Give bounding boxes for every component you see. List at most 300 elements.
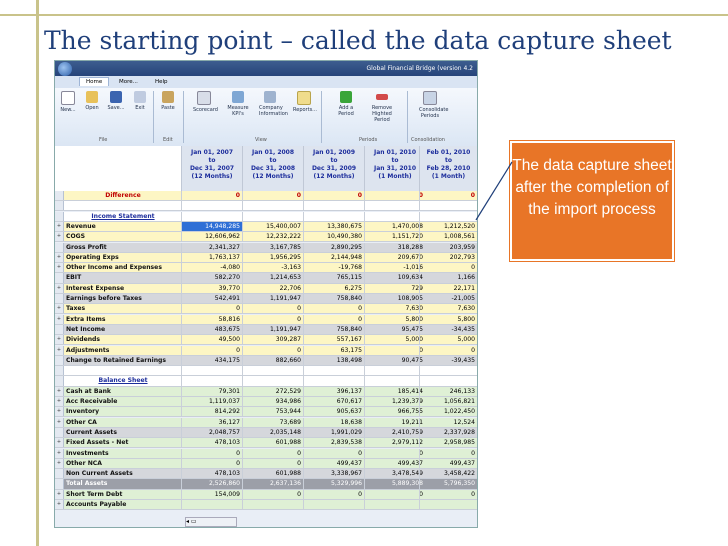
- table-row[interactable]: [55, 438, 477, 448]
- row-label: Non Current Assets: [66, 470, 133, 478]
- table-row[interactable]: [55, 273, 477, 283]
- app-title: Global Financial Bridge (version 4.2: [366, 65, 473, 72]
- cell[interactable]: 5,000: [364, 335, 425, 344]
- table-row[interactable]: [55, 201, 477, 211]
- period-l3: Dec 31, 2009: [311, 165, 357, 172]
- cell[interactable]: 2,979,112: [364, 438, 425, 447]
- cell[interactable]: 7,630: [364, 304, 425, 313]
- cell[interactable]: 1,763,137: [181, 253, 242, 262]
- cell[interactable]: [364, 376, 425, 385]
- cell[interactable]: 0: [303, 490, 364, 499]
- cell[interactable]: 0: [303, 315, 364, 324]
- cell[interactable]: 1,151,720: [364, 232, 425, 241]
- table-row[interactable]: [55, 243, 477, 253]
- row-expand-toggle[interactable]: +: [55, 449, 64, 458]
- cell[interactable]: 0: [364, 346, 425, 355]
- row-label: Accounts Payable: [66, 501, 127, 508]
- measure-kpis-button[interactable]: [227, 91, 249, 117]
- table-row[interactable]: [55, 449, 477, 459]
- row-expand-toggle[interactable]: [55, 191, 64, 200]
- cell[interactable]: 1,991,029: [303, 428, 364, 437]
- row-expand-toggle[interactable]: +: [55, 315, 64, 324]
- row-expand-toggle[interactable]: +: [55, 397, 64, 406]
- cell[interactable]: 0: [364, 490, 425, 499]
- cell[interactable]: 12,606,962: [181, 232, 242, 241]
- table-row[interactable]: [55, 407, 477, 417]
- cell[interactable]: 2,341,327: [181, 243, 242, 252]
- table-row[interactable]: [55, 325, 477, 335]
- table-row[interactable]: [55, 418, 477, 428]
- app-menu-orb-icon[interactable]: [58, 62, 72, 76]
- cell[interactable]: 19,211: [364, 418, 425, 427]
- row-expand-toggle[interactable]: [55, 469, 64, 478]
- cell[interactable]: 0: [419, 346, 477, 355]
- row-label: Earnings before Taxes: [66, 295, 142, 302]
- cell[interactable]: 95,475: [364, 325, 425, 334]
- cell[interactable]: 79,301: [181, 387, 242, 396]
- cell[interactable]: 0: [419, 263, 477, 272]
- period-l1: Jan 01, 2007: [190, 149, 234, 156]
- table-row[interactable]: [55, 469, 477, 479]
- cell[interactable]: 2,839,538: [303, 438, 364, 447]
- cell[interactable]: [242, 376, 303, 385]
- row-label: Income Statement: [91, 212, 155, 220]
- cell[interactable]: 0: [364, 449, 425, 458]
- tab-more[interactable]: More...: [119, 79, 138, 85]
- table-row[interactable]: [55, 191, 477, 201]
- cell[interactable]: 2,890,295: [303, 243, 364, 252]
- cell[interactable]: 1,956,295: [242, 253, 303, 262]
- cell[interactable]: 1,022,450: [419, 407, 477, 416]
- row-expand-toggle[interactable]: +: [55, 253, 64, 262]
- row-expand-toggle[interactable]: +: [55, 263, 64, 272]
- row-expand-toggle[interactable]: +: [55, 284, 64, 293]
- new-button[interactable]: [57, 91, 79, 113]
- table-row[interactable]: [55, 294, 477, 304]
- table-row[interactable]: [55, 263, 477, 273]
- table-row[interactable]: [55, 212, 477, 222]
- new-document-icon: [61, 91, 75, 105]
- row-expand-toggle[interactable]: +: [55, 418, 64, 427]
- period-header-3: [303, 146, 364, 191]
- cell[interactable]: 905,637: [303, 407, 364, 416]
- cell[interactable]: 209,670: [364, 253, 425, 262]
- cell[interactable]: 108,905: [364, 294, 425, 303]
- row-expand-toggle[interactable]: [55, 325, 64, 334]
- cell[interactable]: 5,889,308: [364, 479, 425, 488]
- cell[interactable]: 318,288: [364, 243, 425, 252]
- period-l2: to: [269, 157, 277, 164]
- cell[interactable]: [364, 212, 425, 221]
- cell[interactable]: [181, 376, 242, 385]
- row-expand-toggle[interactable]: +: [55, 387, 64, 396]
- cell[interactable]: 670,617: [303, 397, 364, 406]
- cell[interactable]: 557,167: [303, 335, 364, 344]
- cell[interactable]: [419, 376, 477, 385]
- cell[interactable]: 814,292: [181, 407, 242, 416]
- cell[interactable]: [419, 201, 477, 210]
- cell[interactable]: 0: [242, 191, 303, 200]
- table-row[interactable]: [55, 479, 477, 489]
- period-l4: (12 Months): [191, 173, 233, 180]
- cell[interactable]: 138,498: [303, 356, 364, 365]
- cell[interactable]: 109,634: [364, 273, 425, 282]
- cell[interactable]: 3,458,422: [419, 469, 477, 478]
- row-label: Gross Profit: [66, 243, 107, 251]
- cell[interactable]: 0: [419, 490, 477, 499]
- cell[interactable]: [181, 366, 242, 375]
- row-label: Net Income: [66, 325, 106, 333]
- cell[interactable]: 483,675: [181, 325, 242, 334]
- row-expand-toggle[interactable]: [55, 294, 64, 303]
- cell[interactable]: 63,175: [303, 346, 364, 355]
- cell[interactable]: 0: [181, 191, 242, 200]
- period-l1: Jan 01, 2009: [312, 149, 356, 156]
- row-label: Inventory: [66, 408, 100, 416]
- row-expand-toggle[interactable]: [55, 376, 64, 385]
- cell[interactable]: [242, 201, 303, 210]
- cell[interactable]: 478,103: [181, 469, 242, 478]
- cell[interactable]: 185,414: [364, 387, 425, 396]
- cell[interactable]: 36,127: [181, 418, 242, 427]
- row-expand-toggle[interactable]: +: [55, 304, 64, 313]
- cell[interactable]: 0: [419, 449, 477, 458]
- group-edit: Edit: [163, 137, 173, 143]
- cell[interactable]: -21,005: [419, 294, 477, 303]
- cell[interactable]: 0: [303, 449, 364, 458]
- row-expand-toggle[interactable]: +: [55, 490, 64, 499]
- table-row[interactable]: [55, 428, 477, 438]
- cell[interactable]: 0: [242, 490, 303, 499]
- cell[interactable]: 0: [242, 315, 303, 324]
- table-row[interactable]: [55, 376, 477, 386]
- table-row[interactable]: [55, 335, 477, 345]
- cell[interactable]: 3,167,785: [242, 243, 303, 252]
- cell[interactable]: 729: [364, 284, 425, 293]
- cell[interactable]: 1,191,947: [242, 325, 303, 334]
- cell[interactable]: 1,239,379: [364, 397, 425, 406]
- row-label: Acc Receivable: [66, 398, 118, 405]
- cell[interactable]: 5,329,996: [303, 479, 364, 488]
- table-row[interactable]: [55, 490, 477, 500]
- period-l2: to: [208, 157, 216, 164]
- table-row[interactable]: [55, 397, 477, 407]
- row-label: Current Assets: [66, 428, 117, 436]
- ribbon-tabs: [55, 76, 477, 88]
- cell[interactable]: 0: [242, 449, 303, 458]
- save-label: Save...: [107, 105, 125, 111]
- company-information-button[interactable]: [259, 91, 288, 117]
- ribbon-separator: [153, 91, 154, 143]
- cell[interactable]: 5,800: [364, 315, 425, 324]
- paste-clipboard-icon: [162, 91, 174, 103]
- cell[interactable]: 934,986: [242, 397, 303, 406]
- data-capture-grid: [55, 146, 477, 508]
- cell[interactable]: 309,287: [242, 335, 303, 344]
- cell[interactable]: [303, 500, 364, 509]
- cell[interactable]: 0: [303, 304, 364, 313]
- row-label: Balance Sheet: [98, 377, 148, 385]
- cell[interactable]: 1,119,037: [181, 397, 242, 406]
- row-expand-toggle[interactable]: +: [55, 407, 64, 416]
- cell[interactable]: 7,630: [419, 304, 477, 313]
- cell[interactable]: 1,056,821: [419, 397, 477, 406]
- cell[interactable]: 22,171: [419, 284, 477, 293]
- period-l4: (1 Month): [431, 173, 466, 180]
- cell[interactable]: 10,490,380: [303, 232, 364, 241]
- app-titlebar: [55, 61, 477, 76]
- measure-kpis-label: Measure KPI's: [227, 105, 249, 117]
- cell[interactable]: [303, 212, 364, 221]
- kpi-icon: [232, 91, 244, 103]
- cell[interactable]: [364, 500, 425, 509]
- company-information-label: Company Information: [259, 105, 288, 117]
- cell[interactable]: 1,214,653: [242, 273, 303, 282]
- row-expand-toggle[interactable]: [55, 366, 64, 375]
- row-expand-toggle[interactable]: +: [55, 438, 64, 447]
- consolidate-icon: [423, 91, 437, 105]
- cell[interactable]: -34,435: [419, 325, 477, 334]
- cell[interactable]: [364, 201, 425, 210]
- tab-help[interactable]: Help: [155, 79, 168, 85]
- cell[interactable]: 3,478,549: [364, 469, 425, 478]
- cell[interactable]: 1,212,520: [419, 222, 477, 231]
- add-plus-icon: [340, 91, 352, 103]
- period-l3: Dec 31, 2007: [189, 165, 235, 172]
- row-label: Change to Retained Earnings: [66, 356, 167, 364]
- table-row[interactable]: [55, 304, 477, 314]
- table-row[interactable]: [55, 253, 477, 263]
- cell[interactable]: 246,133: [419, 387, 477, 396]
- row-label: Adjustments: [66, 346, 110, 354]
- paste-button[interactable]: [157, 91, 179, 111]
- cell[interactable]: 202,793: [419, 253, 477, 262]
- group-view: View: [255, 137, 267, 143]
- cell[interactable]: 882,660: [242, 356, 303, 365]
- cell[interactable]: 12,232,222: [242, 232, 303, 241]
- cell[interactable]: [419, 212, 477, 221]
- table-row[interactable]: [55, 459, 477, 469]
- app-screenshot: [54, 60, 478, 528]
- row-expand-toggle[interactable]: +: [55, 500, 64, 509]
- row-expand-toggle[interactable]: +: [55, 232, 64, 241]
- remove-period-button[interactable]: [371, 91, 393, 123]
- cell[interactable]: 1,008,561: [419, 232, 477, 241]
- cell[interactable]: [419, 500, 477, 509]
- row-expand-toggle[interactable]: +: [55, 222, 64, 231]
- cell[interactable]: 18,638: [303, 418, 364, 427]
- period-l1: Jan 01, 2008: [251, 149, 295, 156]
- row-expand-toggle[interactable]: [55, 201, 64, 210]
- cell[interactable]: 2,337,928: [419, 428, 477, 437]
- cell[interactable]: [303, 376, 364, 385]
- tab-home[interactable]: Home: [79, 77, 109, 86]
- row-expand-toggle[interactable]: [55, 273, 64, 282]
- row-expand-toggle[interactable]: [55, 428, 64, 437]
- cell[interactable]: 0: [181, 346, 242, 355]
- row-label: Total Assets: [66, 480, 108, 488]
- add-period-button[interactable]: [335, 91, 357, 117]
- cell[interactable]: 58,816: [181, 315, 242, 324]
- row-expand-toggle[interactable]: [55, 356, 64, 365]
- cell[interactable]: 90,475: [364, 356, 425, 365]
- open-label: Open: [85, 105, 99, 111]
- cell[interactable]: 758,840: [303, 294, 364, 303]
- cell[interactable]: 396,137: [303, 387, 364, 396]
- row-expand-toggle[interactable]: +: [55, 335, 64, 344]
- cell[interactable]: [181, 201, 242, 210]
- table-row[interactable]: [55, 500, 477, 510]
- cell[interactable]: 13,380,675: [303, 222, 364, 231]
- cell[interactable]: 0: [419, 191, 477, 200]
- row-label: Other Income and Expenses: [66, 264, 162, 272]
- cell[interactable]: 434,175: [181, 356, 242, 365]
- cell[interactable]: 2,637,136: [242, 479, 303, 488]
- cell[interactable]: -39,435: [419, 356, 477, 365]
- table-row[interactable]: [55, 366, 477, 376]
- row-expand-toggle[interactable]: [55, 243, 64, 252]
- cell[interactable]: 601,988: [242, 469, 303, 478]
- reports-button[interactable]: [293, 91, 315, 113]
- cell[interactable]: 0: [242, 304, 303, 313]
- cell[interactable]: 1,470,008: [364, 222, 425, 231]
- cell[interactable]: [419, 366, 477, 375]
- table-row[interactable]: [55, 232, 477, 242]
- table-row[interactable]: [55, 356, 477, 366]
- cell[interactable]: 2,144,948: [303, 253, 364, 262]
- cell[interactable]: 0: [242, 459, 303, 468]
- table-row[interactable]: [55, 346, 477, 356]
- cell[interactable]: [181, 500, 242, 509]
- table-row[interactable]: [55, 315, 477, 325]
- period-l1: Jan 01, 2010: [373, 149, 417, 156]
- cell[interactable]: 2,410,759: [364, 428, 425, 437]
- cell[interactable]: [303, 366, 364, 375]
- cell[interactable]: 499,437: [419, 459, 477, 468]
- row-label: Fixed Assets - Net: [66, 439, 129, 447]
- cell[interactable]: 2,526,860: [181, 479, 242, 488]
- row-expand-toggle[interactable]: +: [55, 346, 64, 355]
- period-l4: (1 Month): [378, 173, 412, 180]
- cell[interactable]: -3,163: [242, 263, 303, 272]
- cell[interactable]: 758,840: [303, 325, 364, 334]
- cell[interactable]: 0: [364, 191, 425, 200]
- row-label: Operating Exps: [66, 253, 119, 261]
- paste-label: Paste: [161, 105, 175, 111]
- cell[interactable]: 12,524: [419, 418, 477, 427]
- cell[interactable]: 203,959: [419, 243, 477, 252]
- cell[interactable]: [181, 212, 242, 221]
- cell[interactable]: 765,115: [303, 273, 364, 282]
- consolidate-periods-button[interactable]: [419, 91, 449, 119]
- period-l3: Dec 31, 2008: [250, 165, 296, 172]
- cell[interactable]: 499,437: [364, 459, 425, 468]
- cell[interactable]: [364, 366, 425, 375]
- save-button[interactable]: [105, 91, 127, 111]
- cell[interactable]: 2,958,985: [419, 438, 477, 447]
- period-header: [55, 146, 477, 191]
- period-l2: to: [330, 157, 338, 164]
- slide-title: The starting point – called the data capture sheet: [44, 26, 672, 55]
- cell[interactable]: 0: [181, 449, 242, 458]
- cell[interactable]: [242, 366, 303, 375]
- cell[interactable]: 15,400,007: [242, 222, 303, 231]
- cell[interactable]: 49,500: [181, 335, 242, 344]
- cell[interactable]: 582,270: [181, 273, 242, 282]
- row-expand-toggle[interactable]: [55, 479, 64, 488]
- cell[interactable]: 73,689: [242, 418, 303, 427]
- cell[interactable]: -4,080: [181, 263, 242, 272]
- exit-icon: [134, 91, 146, 103]
- cell[interactable]: 22,706: [242, 284, 303, 293]
- cell[interactable]: 5,800: [419, 315, 477, 324]
- cell[interactable]: [242, 500, 303, 509]
- cell[interactable]: 478,103: [181, 438, 242, 447]
- period-l1: Feb 01, 2010: [426, 149, 471, 156]
- cell[interactable]: 39,770: [181, 284, 242, 293]
- cell[interactable]: 272,529: [242, 387, 303, 396]
- cell[interactable]: 2,048,757: [181, 428, 242, 437]
- cell[interactable]: [242, 212, 303, 221]
- cell[interactable]: 3,338,967: [303, 469, 364, 478]
- cell[interactable]: 5,796,350: [419, 479, 477, 488]
- row-label: COGS: [66, 233, 86, 241]
- row-label: Difference: [105, 192, 141, 199]
- cell[interactable]: 5,000: [419, 335, 477, 344]
- row-expand-toggle[interactable]: [55, 212, 64, 221]
- cell[interactable]: 0: [181, 304, 242, 313]
- period-header-4: [364, 146, 425, 191]
- reports-label: Reports...: [293, 107, 317, 113]
- row-expand-toggle[interactable]: +: [55, 459, 64, 468]
- row-label: Interest Expense: [66, 284, 125, 292]
- period-l2: to: [391, 157, 399, 164]
- open-button[interactable]: [81, 91, 103, 111]
- cell[interactable]: [303, 201, 364, 210]
- cell[interactable]: 2,035,148: [242, 428, 303, 437]
- exit-button[interactable]: [129, 91, 151, 111]
- period-header-2: [242, 146, 303, 191]
- cell[interactable]: 0: [303, 191, 364, 200]
- cell[interactable]: 1,191,947: [242, 294, 303, 303]
- cell[interactable]: 6,275: [303, 284, 364, 293]
- cell[interactable]: 542,491: [181, 294, 242, 303]
- remove-period-label: Remove Highted Period: [371, 105, 393, 123]
- consolidate-periods-label: Consolidate Periods: [419, 107, 449, 119]
- cell[interactable]: 601,988: [242, 438, 303, 447]
- table-row[interactable]: [55, 387, 477, 397]
- horizontal-scrollbar[interactable]: ◂ ▭: [185, 517, 237, 527]
- row-label: Other CA: [66, 418, 97, 426]
- cell[interactable]: 0: [181, 459, 242, 468]
- cell[interactable]: 753,944: [242, 407, 303, 416]
- period-header-5: [419, 146, 477, 191]
- scorecard-button[interactable]: [193, 91, 218, 113]
- cell[interactable]: 154,009: [181, 490, 242, 499]
- cell[interactable]: 966,755: [364, 407, 425, 416]
- cell[interactable]: 1,166: [419, 273, 477, 282]
- left-decor-line: [36, 0, 39, 546]
- cell[interactable]: -19,768: [303, 263, 364, 272]
- cell[interactable]: -1,016: [364, 263, 425, 272]
- table-row[interactable]: [55, 284, 477, 294]
- cell[interactable]: 14,948,285: [181, 222, 242, 231]
- ribbon-separator: [407, 91, 408, 143]
- cell[interactable]: 499,437: [303, 459, 364, 468]
- cell[interactable]: 0: [242, 346, 303, 355]
- row-label: Extra Items: [66, 315, 106, 323]
- table-row[interactable]: [55, 222, 477, 232]
